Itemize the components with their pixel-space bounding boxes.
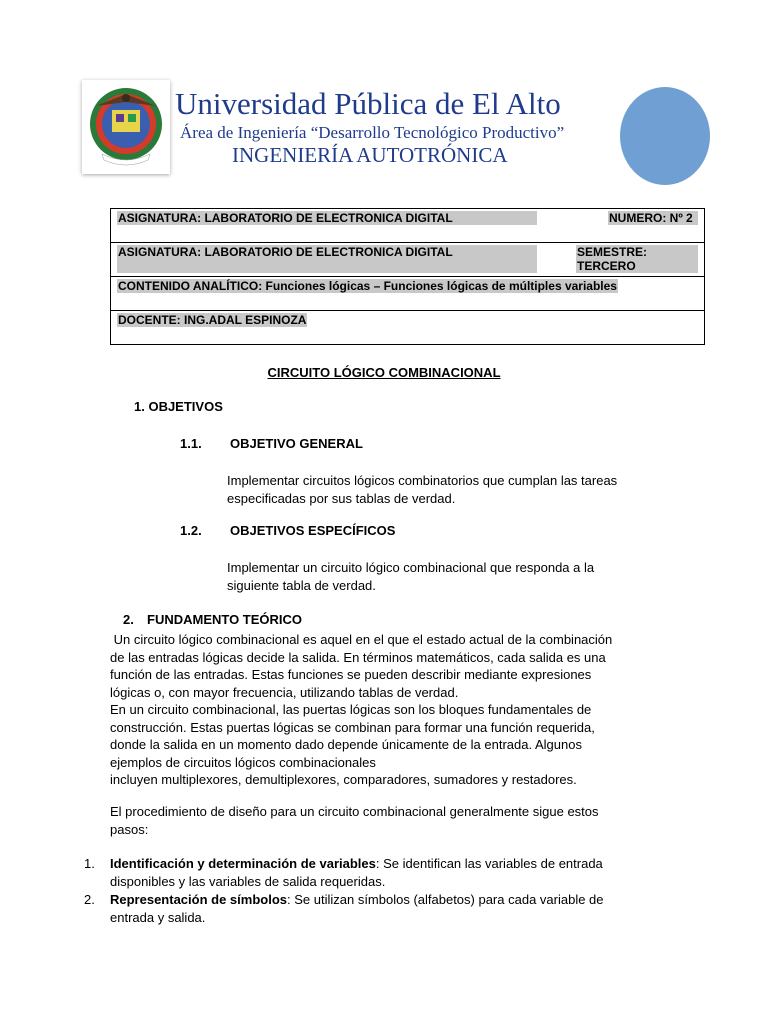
procedure-paragraph [110, 803, 680, 838]
paragraph-line: función de las entradas. Estas funciones se pueden describir mediante expresiones [110, 667, 592, 682]
objetivos-heading: 1. OBJETIVOS [134, 399, 223, 414]
fundamento-heading [123, 612, 302, 627]
decorative-circle [620, 87, 710, 185]
step-text: : Se identifican las variables de entrada [375, 856, 603, 871]
list-item [84, 855, 644, 890]
document-title: CIRCUITO LÓGICO COMBINACIONAL [267, 365, 501, 380]
list-number: 2. [84, 892, 95, 907]
steps-list [84, 855, 644, 927]
paragraph-line: lógicas o, con mayor frecuencia, utilizando tablas de verdad. [110, 684, 459, 700]
step-text: : Se utilizan símbolos (alfabetos) para cada variable de [287, 892, 604, 907]
numero-cell: NUMERO: Nº 2 [608, 211, 698, 225]
table-row [111, 209, 705, 243]
section-number: 2. [123, 612, 134, 627]
step-title: Representación de símbolos [110, 892, 287, 907]
paragraph-line: donde la salida en un momento dado depende únicamente de la entrada. Algunos [110, 737, 582, 752]
university-name: Universidad Pública de El Alto [175, 86, 561, 121]
objetivo-general-heading [180, 436, 363, 451]
department-title: INGENIERÍA AUTOTRÓNICA [232, 143, 508, 167]
paragraph-line: Un circuito lógico combinacional es aquel en el que el estado actual de la combinación [110, 632, 613, 647]
fundamento-paragraph [110, 631, 680, 789]
area-subtitle: Área de Ingeniería “Desarrollo Tecnológico Productivo” [180, 123, 565, 142]
paragraph-line: de las entradas lógicas decide la salida. En términos matemáticos, cada salida es una [110, 649, 606, 665]
step-text: disponibles y las variables de salida requeridas. [110, 873, 386, 889]
university-logo [82, 80, 170, 174]
paragraph-line: Implementar un circuito lógico combinacional que responda a la [227, 560, 595, 575]
step-title: Identificación y determinación de variables [110, 856, 376, 871]
paragraph-line: construcción. Estas puertas lógicas se combinan para formar una función requerida, [110, 719, 595, 735]
semestre-cell: SEMESTRE: TERCERO [576, 245, 698, 273]
paragraph-line: Implementar circuitos lógicos combinatorios que cumplan las tareas [227, 473, 618, 488]
university-seal-icon [82, 80, 170, 174]
table-row [111, 243, 705, 277]
section-title: OBJETIVO GENERAL [230, 436, 363, 451]
paragraph-line: En un circuito combinacional, las puertas lógicas son los bloques fundamentales de [110, 702, 592, 717]
section-number: 1.2. [180, 523, 202, 538]
objetivos-especificos-text [227, 559, 594, 594]
section-title: FUNDAMENTO TEÓRICO [147, 612, 303, 627]
table-row [111, 277, 705, 311]
objetivo-general-text [227, 472, 617, 507]
paragraph-line: siguiente tabla de verdad. [227, 577, 376, 593]
paragraph-line: ejemplos de circuitos lógicos combinacionales [110, 754, 376, 770]
list-item [84, 891, 644, 926]
objetivos-especificos-heading [180, 523, 395, 538]
section-number: 1.1. [180, 436, 202, 451]
paragraph-line: especificadas por sus tablas de verdad. [227, 490, 456, 506]
asignatura-cell: ASIGNATURA: LABORATORIO DE ELECTRONICA DIGITAL [117, 245, 537, 273]
course-info-table [110, 208, 705, 345]
step-text: entrada y salida. [110, 909, 206, 925]
table-row [111, 311, 705, 345]
paragraph-line: El procedimiento de diseño para un circuito combinacional generalmente sigue estos [110, 804, 599, 819]
asignatura-cell: ASIGNATURA: LABORATORIO DE ELECTRONICA DIGITAL [117, 211, 537, 225]
docente-cell: DOCENTE: ING.ADAL ESPINOZA [118, 313, 307, 327]
paragraph-line: incluyen multiplexores, demultiplexores, comparadores, sumadores y restadores. [110, 772, 577, 787]
list-number: 1. [84, 856, 95, 871]
contenido-cell: CONTENIDO ANALÍTICO: Funciones lógicas – Funciones lógicas de múltiples variables [118, 279, 617, 293]
paragraph-line: pasos: [110, 821, 149, 837]
section-title: OBJETIVOS ESPECÍFICOS [230, 523, 396, 538]
